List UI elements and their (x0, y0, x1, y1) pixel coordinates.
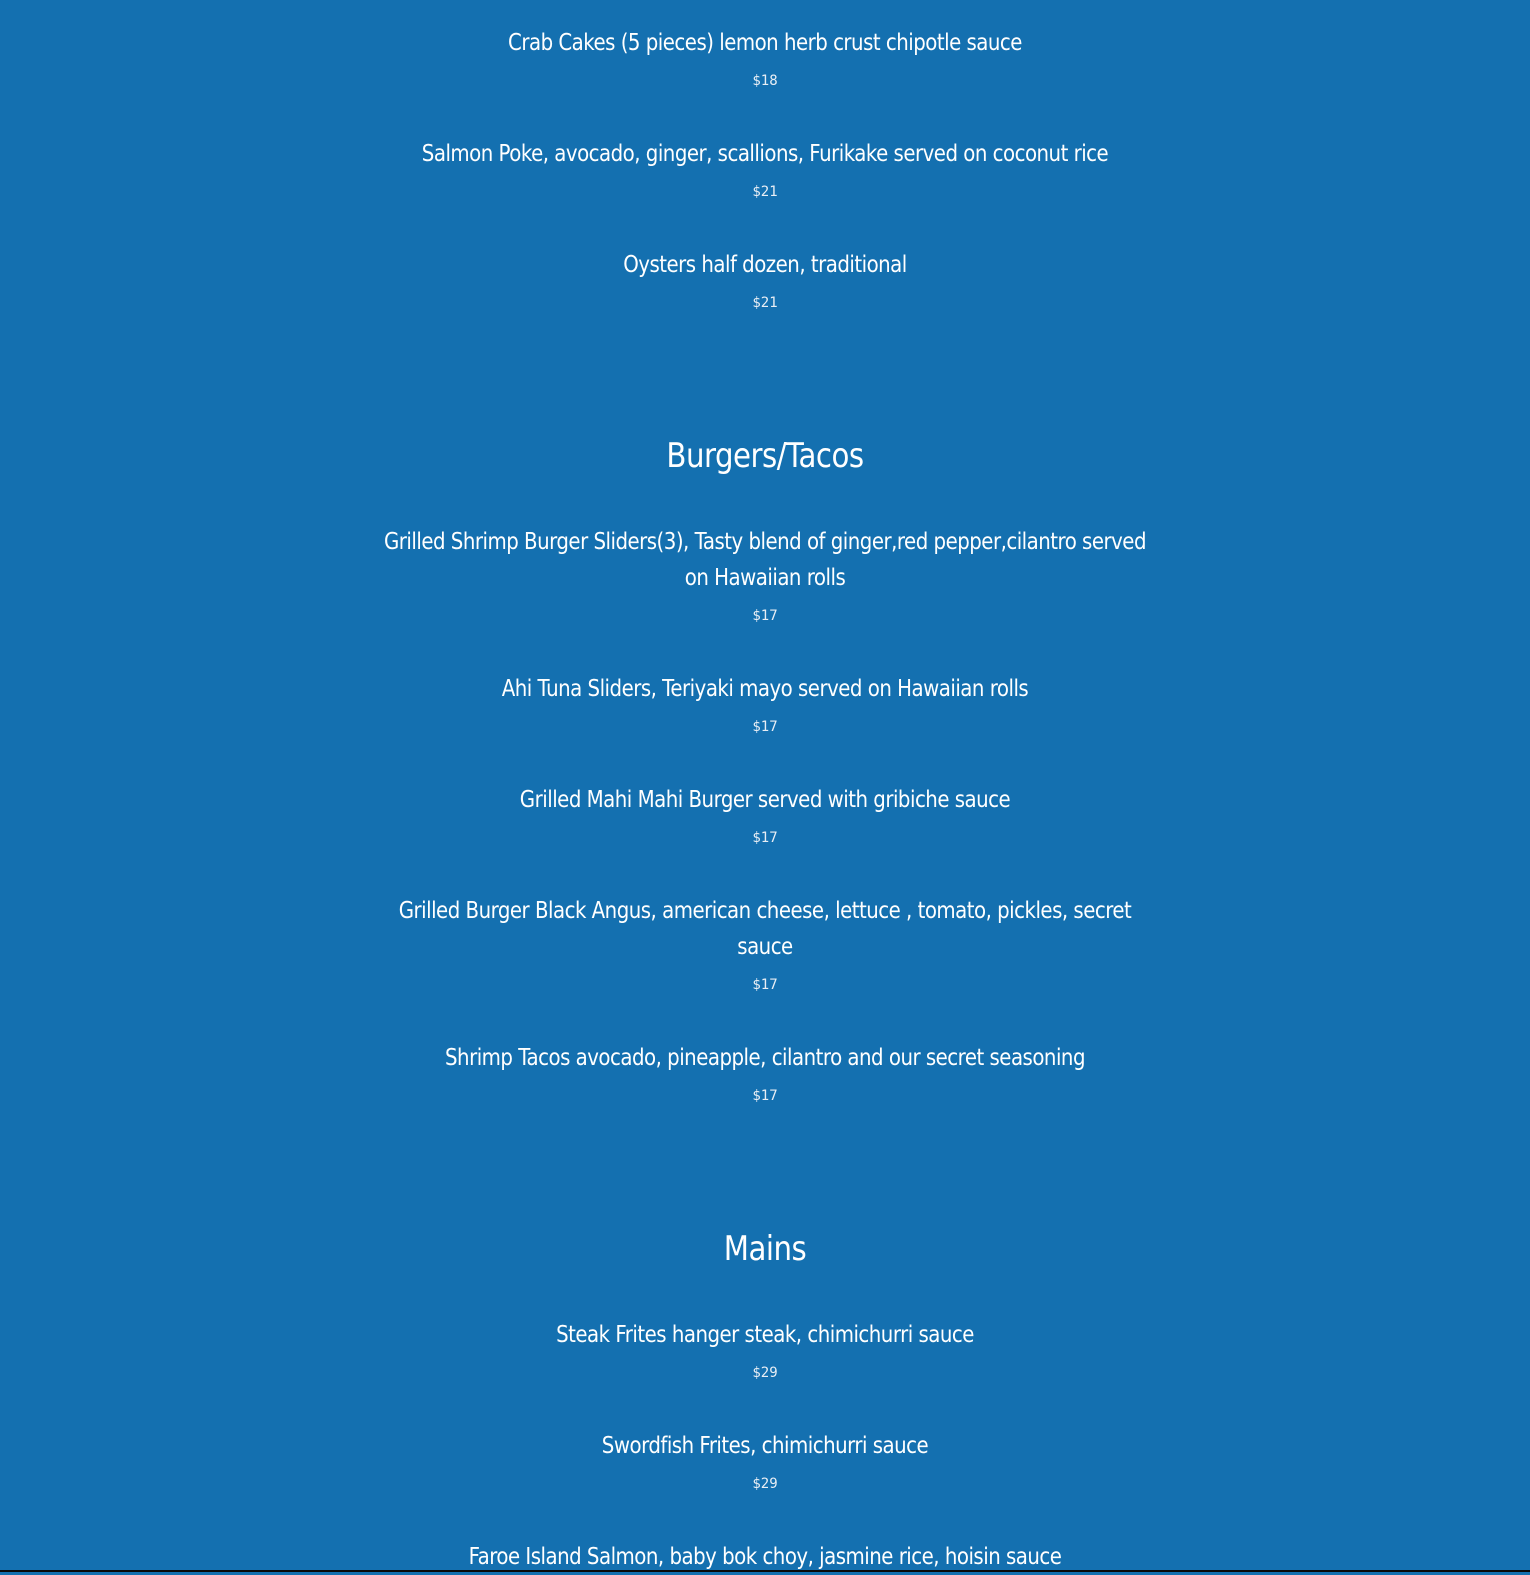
menu-item-name: Steak Frites hanger steak, chimichurri sauce (556, 1322, 974, 1348)
menu-item (315, 671, 1215, 737)
menu-item-name: Ahi Tuna Sliders, Teriyaki mayo served on Hawaiian rolls (501, 676, 1029, 702)
menu-item-name: Swordfish Frites, chimichurri sauce (601, 1433, 929, 1459)
menu-item-name: Crab Cakes (5 pieces) lemon herb crust chipotle sauce (508, 30, 1022, 56)
menu-item-price: $17 (752, 608, 778, 624)
menu-item-price: $17 (752, 1088, 778, 1104)
menu-item (315, 1317, 1215, 1383)
menu-item-price: $17 (752, 830, 778, 846)
menu-item (315, 1040, 1215, 1106)
menu-item-name: Grilled Burger Black Angus, american cheese, lettuce , tomato, pickles, secret sauce (398, 898, 1132, 960)
menu-item-price: $21 (752, 295, 778, 311)
menu-item-name: Faroe Island Salmon, baby bok choy, jasmine rice, hoisin sauce (468, 1544, 1062, 1570)
menu-item-price: $18 (752, 73, 778, 89)
menu-item (315, 1428, 1215, 1494)
menu-item-name: Salmon Poke, avocado, ginger, scallions, Furikake served on coconut rice (421, 141, 1109, 167)
menu-item (315, 782, 1215, 848)
section-title-mains: Mains (723, 1229, 807, 1269)
menu-item-name: Grilled Mahi Mahi Burger served with gribiche sauce (519, 787, 1011, 813)
menu-item-price: $17 (752, 977, 778, 993)
menu-item (315, 247, 1215, 313)
menu-item (315, 524, 1215, 626)
menu-item (315, 136, 1215, 202)
menu-item (315, 25, 1215, 91)
menu-item-price: $17 (752, 719, 778, 735)
menu-item (315, 893, 1215, 995)
menu-item-price: $29 (752, 1365, 778, 1381)
menu-item-price: $21 (752, 184, 778, 200)
menu-item-price: $29 (752, 1476, 778, 1492)
menu-item-name: Oysters half dozen, traditional (623, 252, 907, 278)
menu-item-name: Shrimp Tacos avocado, pineapple, cilantro and our secret seasoning (445, 1045, 1085, 1071)
section-title-burgers-tacos: Burgers/Tacos (666, 436, 864, 476)
menu-item-name: Grilled Shrimp Burger Sliders(3), Tasty blend of ginger,red pepper,cilantro served on Hawaiian rolls (383, 529, 1147, 591)
